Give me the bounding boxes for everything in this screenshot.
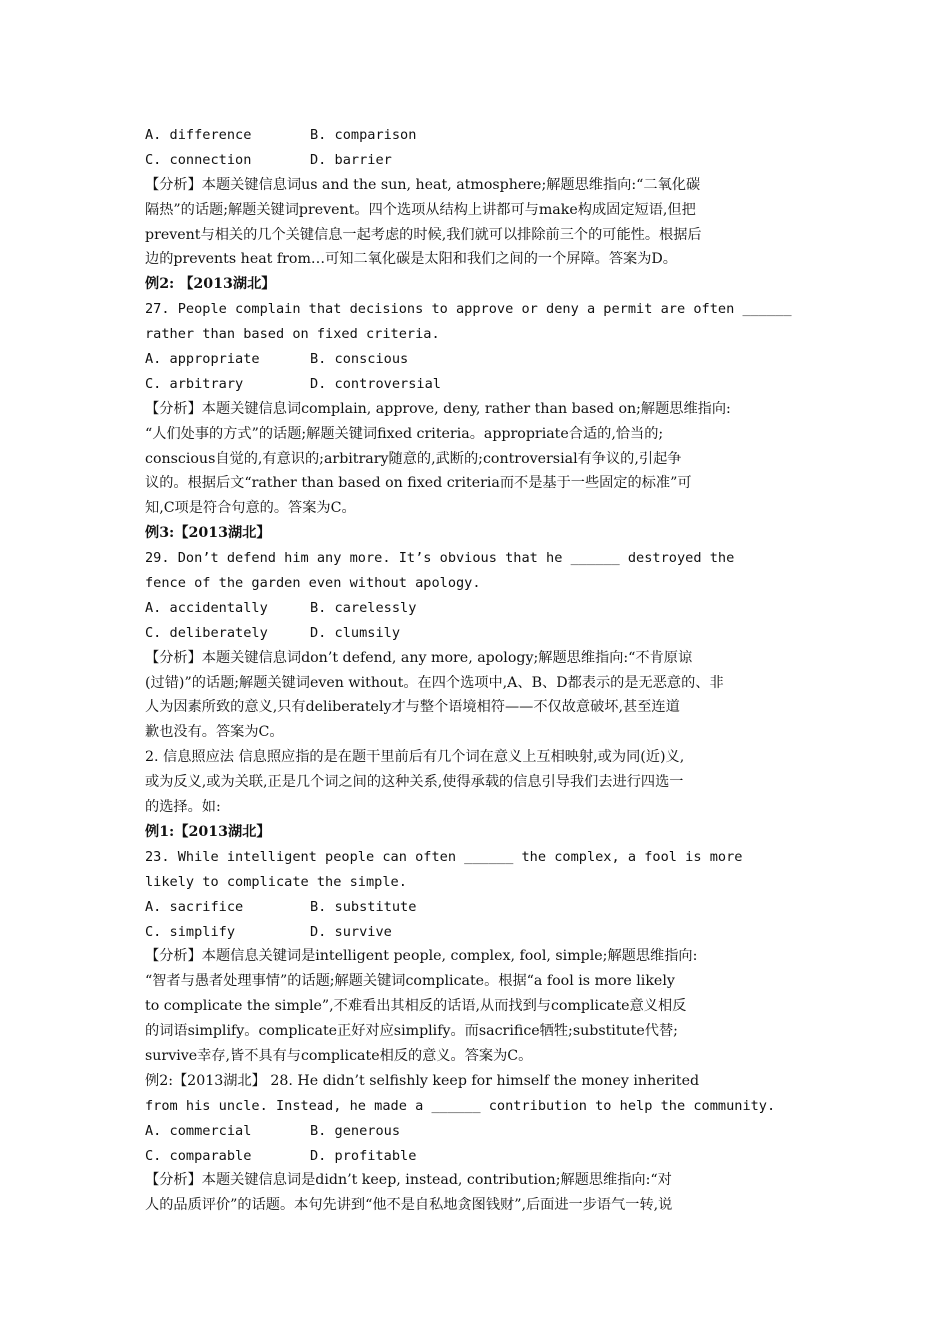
analysis-line: 2. 信息照应法 信息照应指的是在题干里前后有几个词在意义上互相映射,或为同(近)义,	[145, 749, 685, 766]
analysis-line: conscious自觉的,有意识的;arbitrary随意的,武断的;controversial有争议的,引起争	[145, 450, 682, 467]
analysis-line: 人为因素所致的意义,只有deliberately才与整个语境相符——不仅故意破坏,甚至连道	[145, 699, 680, 716]
analysis-line: “智者与愚者处理事情”的话题;解题关键词complicate。根据“a fool is more likely	[145, 973, 675, 990]
option-left: A. accidentally	[145, 599, 268, 616]
option-left: A. commercial	[145, 1122, 252, 1139]
option-right: B. conscious	[310, 351, 409, 368]
question-line: likely to complicate the simple.	[145, 873, 407, 890]
analysis-line: prevent与相关的几个关键信息一起考虑的时候,我们就可以排除前三个的可能性。根据后	[145, 226, 702, 243]
option-right: B. carelessly	[310, 599, 417, 616]
answer-options	[145, 372, 810, 397]
option-right: D. clumsily	[310, 624, 401, 641]
question-line: 27. People complain that decisions to approve or deny a permit are often ______	[145, 301, 792, 318]
analysis-line: 或为反义,或为关联,正是几个词之间的这种关系,使得承载的信息引导我们去进行四选一	[145, 774, 684, 791]
option-left: A. sacrifice	[145, 898, 244, 915]
question-line: rather than based on fixed criteria.	[145, 326, 440, 343]
question-line: from his uncle. Instead, he made a ______ contribution to help the community.	[145, 1097, 776, 1114]
analysis-line: 隔热”的话题;解题关键词prevent。四个选项从结构上讲都可与make构成固定短语,但把	[145, 201, 696, 218]
answer-options	[145, 895, 810, 920]
option-right: D. barrier	[310, 151, 392, 168]
analysis-line: 【分析】本题关键信息词是didn’t keep, instead, contribution;解题思维指向:“对	[145, 1172, 672, 1189]
analysis-line: 例2:【2013湖北】 28. He didn’t selfishly keep for himself the money inherited	[145, 1072, 700, 1089]
analysis-line: “人们处事的方式”的话题;解题关键词fixed criteria。appropriate合适的,恰当的;	[145, 425, 664, 442]
answer-options	[145, 1119, 810, 1144]
analysis-line: 边的prevents heat from…可知二氧化碳是太阳和我们之间的一个屏障。答案为D。	[145, 251, 677, 268]
answer-options	[145, 123, 810, 148]
option-left: C. comparable	[145, 1147, 252, 1164]
option-left: A. difference	[145, 127, 252, 143]
analysis-line: 【分析】本题关键信息词don’t defend, any more, apology;解题思维指向:“不肯原谅	[145, 649, 693, 666]
analysis-line: 人的品质评价”的话题。本句先讲到“他不是自私地贪图钱财”,后面进一步语气一转,说	[145, 1197, 673, 1214]
option-right: B. comparison	[310, 127, 417, 143]
question-line: 23. While intelligent people can often ______ the complex, a fool is more	[145, 848, 743, 865]
question-line: 29. Don’t defend him any more. It’s obvious that he ______ destroyed the	[145, 550, 735, 567]
option-right: B. generous	[310, 1122, 401, 1139]
option-left: C. deliberately	[145, 624, 268, 641]
example-heading: 例1:【2013湖北】	[145, 823, 271, 840]
answer-options	[145, 596, 810, 621]
example-heading: 例2: 【2013湖北】	[145, 276, 276, 293]
answer-options	[145, 148, 810, 173]
analysis-line: (过错)”的话题;解题关键词even without。在四个选项中,A、B、D都表示的是无恶意的、非	[145, 674, 724, 691]
document-page	[145, 123, 810, 1218]
analysis-line: 知,C项是符合句意的。答案为C。	[145, 500, 356, 517]
option-right: D. profitable	[310, 1147, 417, 1164]
answer-options	[145, 621, 810, 646]
analysis-line: 【分析】本题关键信息词complain, approve, deny, rather than based on;解题思维指向:	[145, 400, 731, 417]
analysis-line: survive幸存,皆不具有与complicate相反的意义。答案为C。	[145, 1047, 533, 1064]
answer-options	[145, 347, 810, 372]
analysis-line: to complicate the simple”,不难看出其相反的话语,从而找到与complicate意义相反	[145, 998, 687, 1015]
option-right: D. survive	[310, 923, 392, 940]
option-left: C. connection	[145, 151, 252, 168]
option-left: A. appropriate	[145, 351, 260, 368]
analysis-line: 【分析】本题关键信息词us and the sun, heat, atmosphere;解题思维指向:“二氧化碳	[145, 176, 701, 193]
option-right: B. substitute	[310, 898, 417, 915]
question-line: fence of the garden even without apology.	[145, 575, 481, 592]
analysis-line: 的词语simplify。complicate正好对应simplify。而sacrifice牺牲;substitute代替;	[145, 1023, 678, 1040]
option-right: D. controversial	[310, 375, 441, 392]
answer-options	[145, 1144, 810, 1169]
answer-options	[145, 920, 810, 945]
example-heading: 例3:【2013湖北】	[145, 525, 271, 542]
analysis-line: 歉也没有。答案为C。	[145, 724, 284, 741]
analysis-line: 的选择。如:	[145, 799, 221, 816]
option-left: C. simplify	[145, 923, 236, 940]
analysis-line: 【分析】本题信息关键词是intelligent people, complex, fool, simple;解题思维指向:	[145, 948, 698, 965]
analysis-line: 议的。根据后文“rather than based on fixed criteria而不是基于一些固定的标准”可	[145, 475, 692, 492]
option-left: C. arbitrary	[145, 375, 244, 392]
